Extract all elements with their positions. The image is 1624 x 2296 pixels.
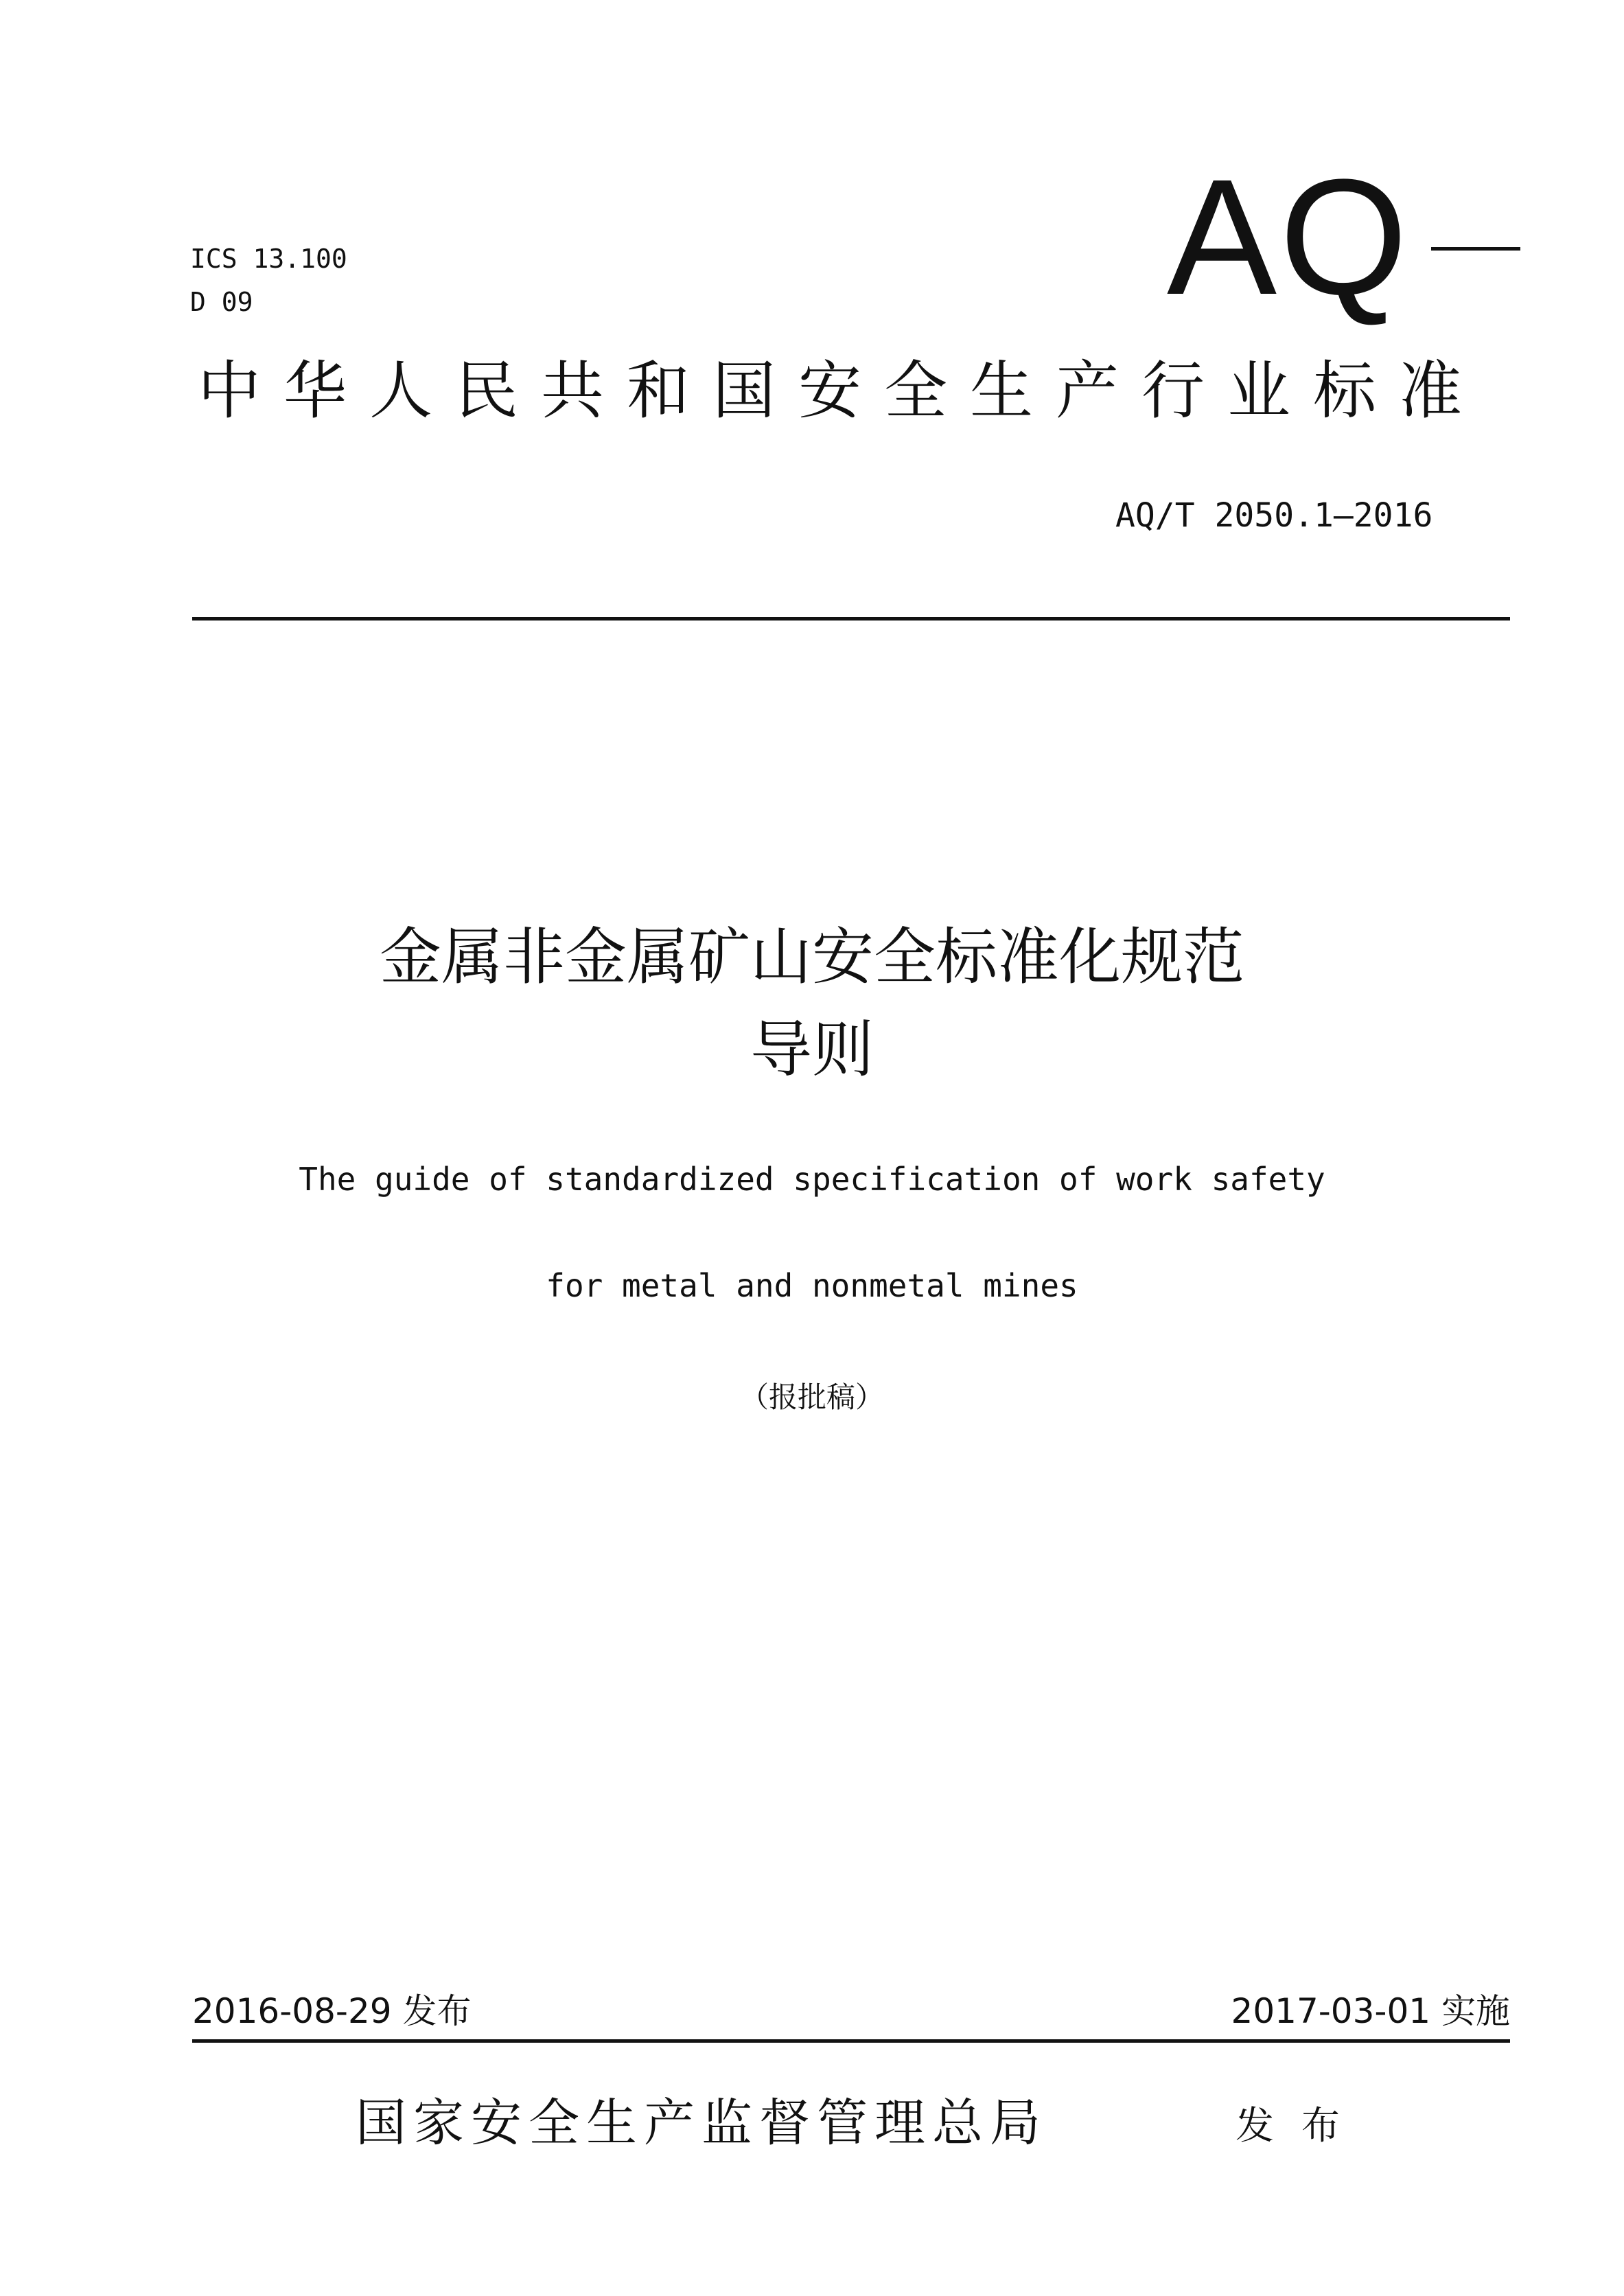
ics-code: ICS 13.100 xyxy=(190,244,347,274)
ccs-code: D 09 xyxy=(190,287,253,317)
aq-logo: AQ xyxy=(1167,145,1411,329)
document-title-en-line-2: for metal and nonmetal mines xyxy=(546,1267,1078,1304)
issue-date: 2016-08-29 发布 xyxy=(192,1991,472,2031)
publisher-suffix: 发布 xyxy=(1236,2104,1367,2148)
document-title-cn-line-2: 导则 xyxy=(750,1014,874,1086)
document-title-en-line-1: The guide of standardized specification of work safety xyxy=(299,1161,1325,1198)
publisher-name: 国家安全生产监督管理总局 xyxy=(356,2094,1047,2153)
logo-dash xyxy=(1431,247,1520,251)
standard-number: AQ/T 2050.1—2016 xyxy=(1115,496,1433,535)
bottom-divider xyxy=(192,2039,1510,2043)
draft-status: （报批稿） xyxy=(739,1380,884,1414)
implementation-date: 2017-03-01 实施 xyxy=(1231,1991,1510,2031)
industry-standard-title: 中华人民共和国安全生产行业标准 xyxy=(198,354,1485,428)
top-divider xyxy=(192,617,1510,621)
document-title-cn-line-1: 金属非金属矿山安全标准化规范 xyxy=(380,921,1244,993)
